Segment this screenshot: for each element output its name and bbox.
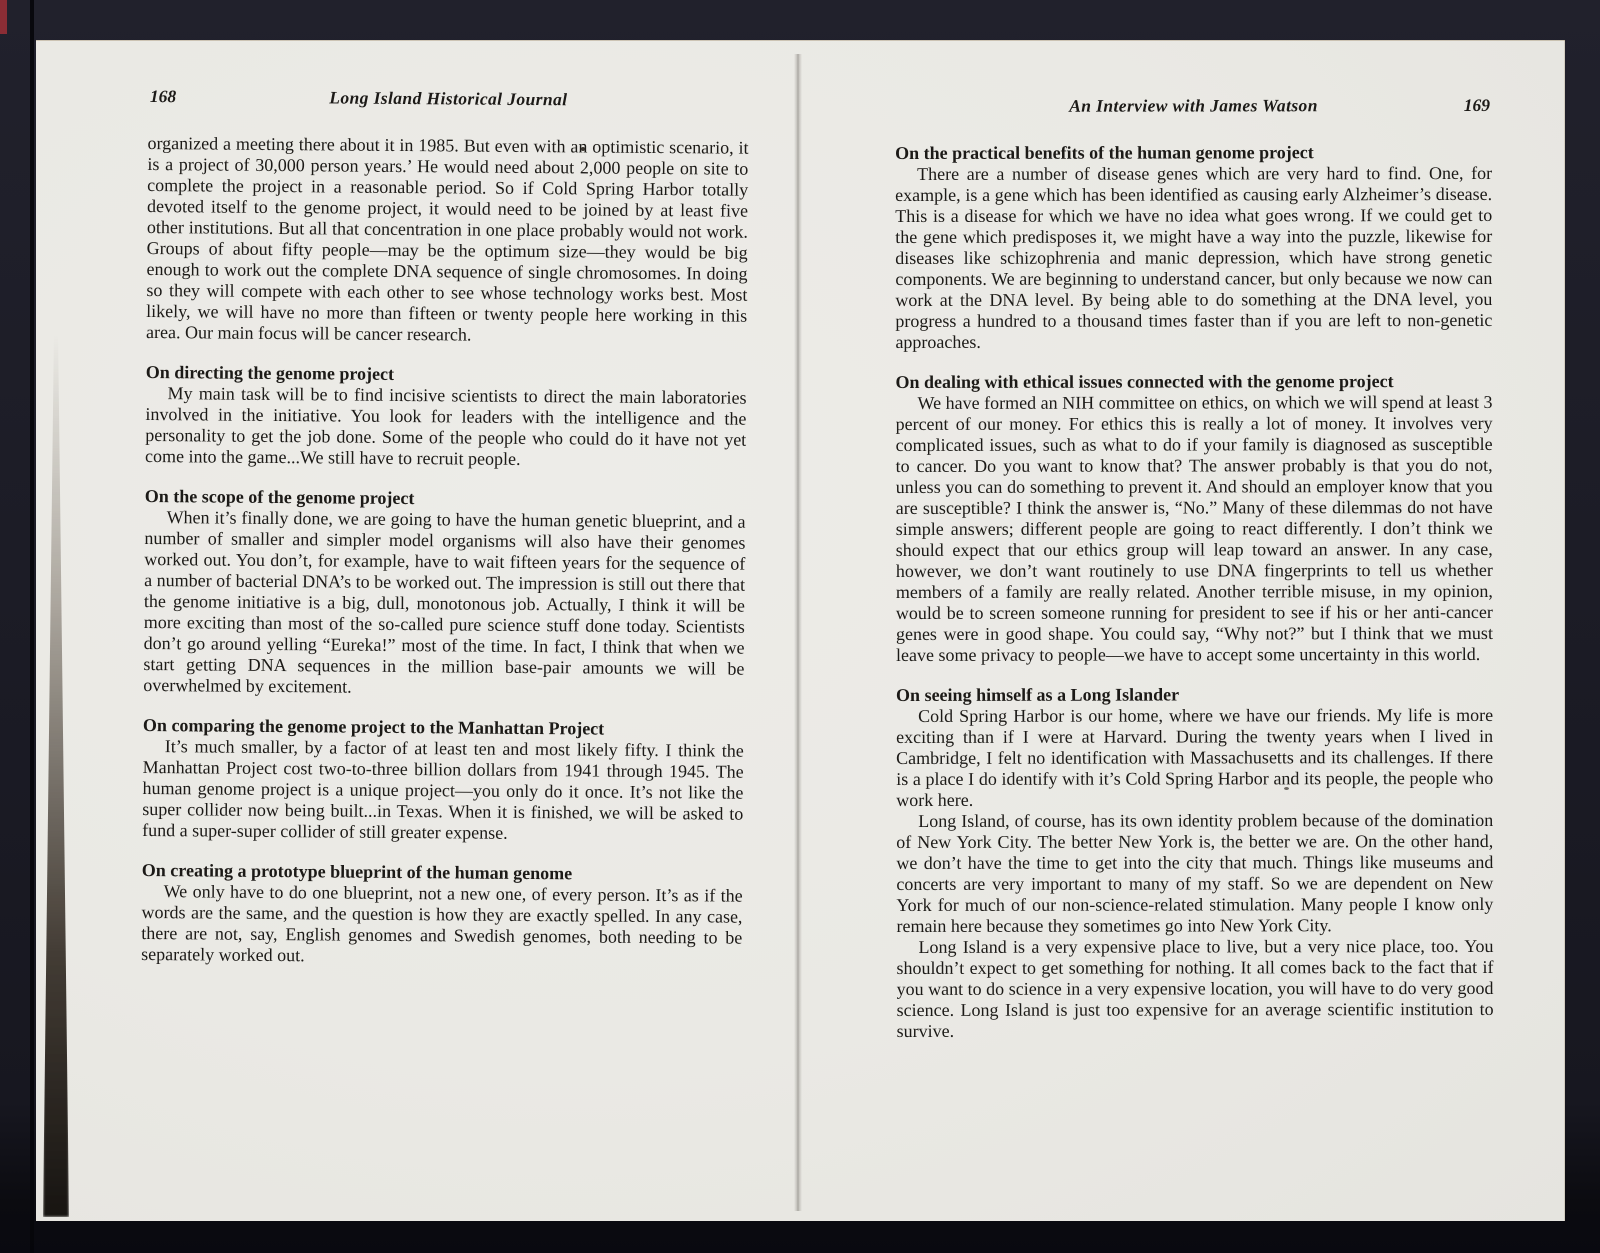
paragraph: Cold Spring Harbor is our home, where we have our friends. My life is more exciting than if I were at Harvard. During the twenty years when I lived in Cambridge, I felt no identification with Massachusetts and its challenges. If there is a place I do identify with it’s Cold Spring Harbor and its people, the people who work here. xyxy=(896,704,1494,810)
section xyxy=(142,715,744,846)
paper-sheet xyxy=(36,40,1565,1221)
page-169-header xyxy=(895,95,1492,126)
paragraph: There are a number of disease genes which are very hard to find. One, for example, is a gene which has been identified as causing early Alzheimer’s disease. This is a disease for which we have no idea what goes wrong. If we could get to the gene which predisposes it, we might have a way into the puzzle, likewise for diseases like schizophrenia and manic depression, which have strong genetic components. We are beginning to understand cancer, but only because we now can work at the DNA level. By being able to do something at the DNA level, you progress a hundred to a thousand times faster than if you are left to non-genetic approaches. xyxy=(895,162,1493,352)
paragraph: It’s much smaller, by a factor of at least ten and most likely fifty. I think the Manhattan Project cost two-to-three billion dollars from 1941 through 1945. The human genome project is a unique project—you only do it once. It’s not like the super collider now being built...in Texas. When it is finished, we will be asked to fund a super-super collider of still greater expense. xyxy=(142,736,744,843)
paragraph: When it’s finally done, we are going to have the human genetic blueprint, and a number of smaller and simpler model organisms will also have their genomes worked out. You don’t, for example, have to wait fifteen years for the sequence of a number of bacterial DNA’s to be worked out. The impression is still out there that the genome initiative is a big, dull, monotonous job. Actually, I think it will be more exciting than most of the so-called pure science stuff done today. Scientists don’t go around yelling “Eureka!” most of the time. In fact, I think that when we start getting DNA sequences in the million base-pair amounts we will be overwhelmed by excitement. xyxy=(143,507,746,697)
paragraph: My main task will be to find incisive scientists to direct the main laboratories involved in the initiative. You look for leaders with the intelligence and the personality to get the job done. Some of the people who could do it have not yet come into the game...We still have to recruit people. xyxy=(145,383,747,469)
section xyxy=(145,362,747,472)
paragraph: organized a meeting there about it in 1985. But even with an optimistic scenario, it is a project of 30,000 person years.’ He would need about 2,000 people on site to complete the project in a reasonable period. So if Cold Spring Harbor totally devoted itself to the genome project, it would need to be joined by at least five other institutions. But all that concentration in one place probably would not work. Groups of about fifty people—may be the optimum size—they would be big enough to work out the complete DNA sequence of single chromosomes. In doing so they will compete with each other to see whose technology works best. Most likely, we will have no more than fifteen or twenty people here working in this area. Our main focus will be cancer research. xyxy=(145,132,749,345)
section-heading: On directing the genome project xyxy=(145,361,395,384)
paragraph: We have formed an NIH committee on ethics, on which we will spend at least 3 percent of our money. For ethics this is really a lot of money. It involves very complicated issues, such as what to do if your family is diagnosed as susceptible to cancer. Do you want to know that? The answer probably is that you do not, unless you can do something to prevent it. And should an employer know that you are susceptible? I think the answer is, “No.” Many of these dilemmas do not have simple answers; different people are going to react differently. I don’t think we should expect that our ethics group will leap toward an answer. In any case, however, we don’t want routinely to use DNA fingerprints to tell us whether members of a family are really related. Another terrible misuse, in my opinion, would be to screen someone running for president to see if his or her anti-cancer genes were in good shape. You could say, “Why not?” but I think that we must leave some privacy to people—we have to accept some uncertainty in this world. xyxy=(895,391,1493,665)
page-number: 169 xyxy=(1463,94,1491,116)
page-169 xyxy=(895,95,1494,1042)
page-gutter-shadow xyxy=(794,54,802,1211)
page-169-body xyxy=(895,142,1494,1042)
paragraph: We only have to do one blueprint, not a new one, of every person. It’s as if the words are the same, and the question is how they are exactly spelled. In any case, there are not, say, English genomes and Swedish genomes, both needing to be separately worked out. xyxy=(141,881,743,966)
red-edge-mark xyxy=(0,0,7,34)
running-title: Long Island Historical Journal xyxy=(329,87,568,110)
section xyxy=(896,684,1494,1042)
page-168-header xyxy=(148,86,749,121)
section xyxy=(141,860,743,970)
section-heading: On the practical benefits of the human genome project xyxy=(895,142,1314,163)
section-heading: On dealing with ethical issues connected with the genome project xyxy=(895,371,1394,392)
section xyxy=(143,486,746,701)
page-168-body xyxy=(141,133,749,970)
section-heading: On creating a prototype blueprint of the human genome xyxy=(141,859,573,884)
section-heading: On the scope of the genome project xyxy=(144,485,415,509)
section xyxy=(895,142,1492,353)
page-number: 168 xyxy=(149,86,177,107)
running-title: An Interview with James Watson xyxy=(1069,95,1318,116)
left-edge-scan-shadow xyxy=(43,335,69,1217)
section-heading: On comparing the genome project to the Manhattan Project xyxy=(142,714,605,739)
section xyxy=(895,371,1493,666)
section-heading: On seeing himself as a Long Islander xyxy=(896,684,1180,705)
paragraph: Long Island, of course, has its own identity problem because of the domination of New York City. The better New York is, the better we are. On the other hand, we don’t have the time to get into the city that much. Things like museums and concerts are very important to many of my staff. So we are dependent on New York for much of our non-science-related stimulation. Many people I know only remain here because they sometimes go into New York City. xyxy=(896,809,1494,936)
paragraph: Long Island is a very expensive place to live, but a very nice place, too. You shouldn’t expect to get something for nothing. It all comes back to the fact that if you want to do science in a very expensive location, you will have to do very good science. Long Island is just too expensive for an average scientific institution to survive. xyxy=(896,935,1494,1041)
page-168 xyxy=(141,86,749,970)
